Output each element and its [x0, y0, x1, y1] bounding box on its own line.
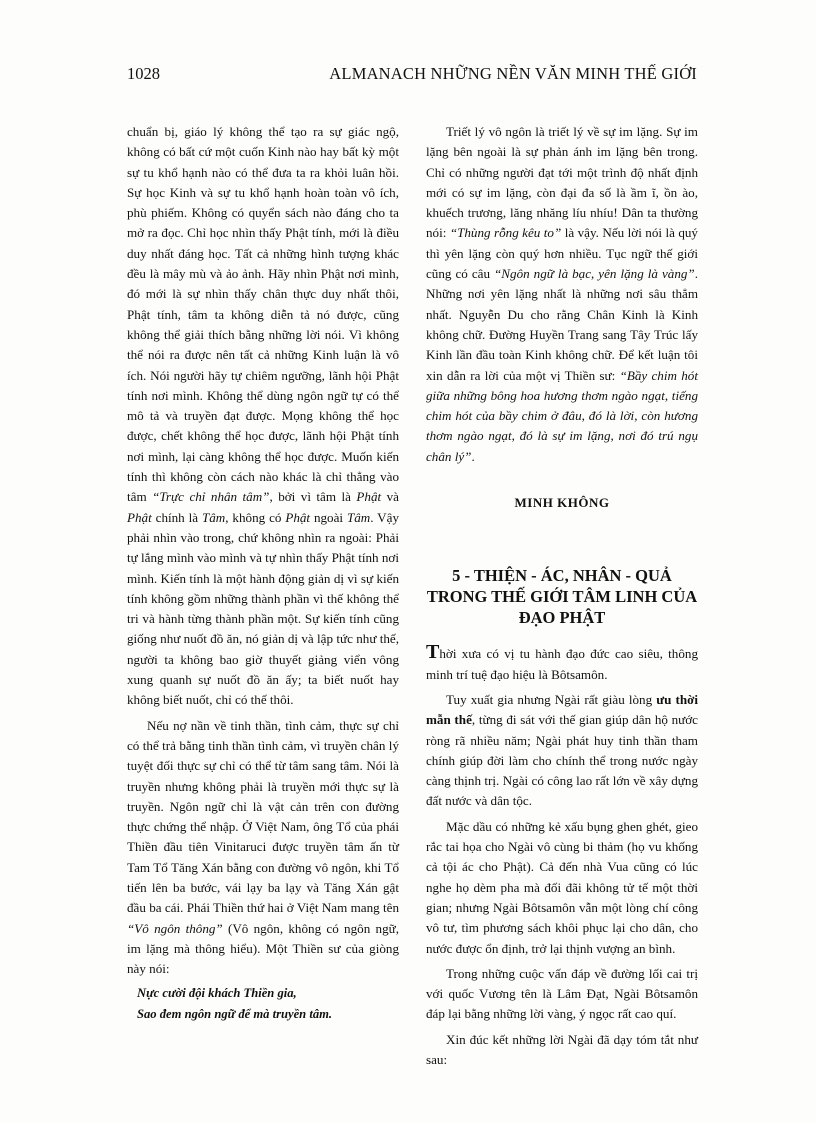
paragraph: Triết lý vô ngôn là triết lý về sự im lặng. Sự im lặng bên ngoài là sự phản ánh im lặng bên trong. Chỉ có những người đạt tới một trình độ nhất định mới có sự im lặng, còn đại đa số là ầm ĩ, ồn ào, khuếch trương, lăng nhăng líu nhíu! Dân ta thường nói: “Thùng rỗng kêu to” là vậy. Nếu lời nói là quý thì yên lặng còn quý hơn nhiều. Tục ngữ thế giới cũng có câu “Ngôn ngữ là bạc, yên lặng là vàng”. Những nơi yên lặng nhất là những nơi sâu thẳm nhất. Nguyễn Du cho rằng Chân Kinh là Kinh không chữ. Đường Huyền Trang sang Tây Trúc lấy Kinh lần đầu toàn Kinh không chữ. Để kết luận tôi xin dẫn ra lời của một vị Thiền sư: “Bầy chim hót giữa những bông hoa hương thơm ngào ngạt, tiếng chim hót của bầy chim ở đâu, đó là lời, còn hương thơm ngào ngạt, đó là sự im lặng, nơi đó trú ngụ chân lý”. — [426, 124, 698, 464]
paragraph: chuẩn bị, giáo lý không thể tạo ra sự giác ngộ, không có bất cứ một cuốn Kinh nào hay bất kỳ một sự tu khổ hạnh nào có thể đưa ta ra khỏi luân hồi. Sự học Kinh và sự tu khổ hạnh hoàn toàn vô ích, phù phiếm. Không có quyển sách nào đáng cho ta mở ra đọc. Chỉ học nhìn thấy Phật tính, mới là điều duy nhất đáng học. Tất cả những hình tượng khác đều là mây mù và ảo ảnh. Hãy nhìn Phật nơi mình, đó mới là sự nhìn thấy chân thực duy nhất thôi, Phật tính, tâm ta không diễn tả nó được, cũng không thể giải thích bằng những lời nói. Vì không thể nói ra được nên tất cả những Kinh luận là vô ích. Nói người hãy tự chiêm ngưỡng, lãnh hội Phật tính nơi mình. Không thể dùng ngôn ngữ tự có thể mô tả và truyền đạt được. Mọng không thể học được, chết không thể học được, lãnh hội Phật tính nơi mình, lại càng không thể học được. Muốn kiến tính thì không còn cách nào khác là chỉ thẳng vào tâm “Trực chỉ nhân tâm”, bởi vì tâm là Phật và Phật chính là Tâm, không có Phật ngoài Tâm. Vậy phải nhìn vào trong, chứ không nhìn ra ngoài: Phải tự lắng mình vào mình và tự nhìn thấy Phật tính nơi mình. Kiến tính là một hành động giản dị vì sự kiến tính không gồm những thành phần vì thế không thể tri và hành từng thành phần một. Sự kiến tính cũng giống như nuốt đồ ăn, nó giản dị và lập tức như thế, người ta không bao giờ thuyết giảng viển vông xung quanh sự nuốt đồ ăn ấy; ta biết nuốt hay không biết nuốt, chỉ có thế thôi. — [127, 124, 399, 708]
left-column — [127, 122, 399, 1025]
poem-line: Sao đem ngôn ngữ để mà truyền tâm. — [137, 1007, 333, 1022]
section-title: 5 - THIỆN - ÁC, NHÂN - QUẢ TRONG THẾ GIỚI TÂM LINH CỦA ĐẠO PHẬT — [426, 566, 698, 628]
paragraph: Xin đúc kết những lời Ngài đã dạy tóm tắt như sau: — [426, 1031, 698, 1067]
poem-quote — [127, 983, 399, 1025]
author-signature: MINH KHÔNG — [514, 495, 610, 511]
paragraph: Thời xưa có vị tu hành đạo đức cao siêu, thông minh trí tuệ đạo hiệu là Bôtsamôn. — [426, 641, 698, 682]
paragraph: Mặc dầu có những kẻ xấu bụng ghen ghét, gieo rắc tai họa cho Ngài vô cùng bi thảm (họ vu khống cả tội ác cho Phật). Cả đến nhà Vua cũng có lúc nghe họ dèm pha mà đối đãi không tử tế một thời gian; nhưng Ngài Bôtsamôn vẫn một lòng chí công vô tư, tìm phương sách khôi phục lại cho dân, cho nước được ổn định, trở lại thịnh vượng an bình. — [426, 818, 698, 956]
page-header — [127, 64, 697, 88]
running-title: ALMANACH NHỮNG NỀN VĂN MINH THẾ GIỚI — [329, 64, 697, 83]
paragraph: Trong những cuộc vấn đáp về đường lối cai trị với quốc Vương tên là Lâm Đạt, Ngài Bôtsamôn đáp lại bằng những lời vàng, ý ngọc rất cao quí. — [426, 965, 698, 1022]
right-column — [426, 122, 698, 1070]
poem-line: Nực cười đội khách Thiền gia, — [137, 986, 297, 1001]
paragraph: Nếu nợ nần về tinh thần, tình cảm, thực sự chỉ có thể trả bằng tinh thần tình cảm, vì truyền chân lý tuyệt đối thực sự chỉ có thể từ tâm sang tâm. Nói là truyền nhưng không phải là truyền mới thực sự là truyền. Ngôn ngữ chỉ là vật cản trên con đường thực chứng thể nhập. Ở Việt Nam, ông Tổ của phái Thiền đầu tiên Vinitaruci được truyền tâm ấn từ Tam Tổ Tăng Xán bằng con đường vô ngôn, khi Tổ tiến lên ba bước, vái lạy ba lạy và Tăng Xán gật đầu ba cái. Phái Thiền thứ hai ở Việt Nam mang tên “Vô ngôn thông” (Vô ngôn, không có ngôn ngữ, im lặng mà thông hiểu). Một Thiền sư của giòng này nói: — [127, 717, 399, 977]
page-number: 1028 — [127, 64, 160, 83]
paragraph: Tuy xuất gia nhưng Ngài rất giàu lòng ưu thời mẫn thế, từng đi sát với thế gian giúp dân hộ nước ròng rã nhiều năm; Ngài phát huy tinh thần tham chính giúp đời làm cho chính thể trong nước ngày càng thịnh trị. Ngài có công lao rất lớn về xây dựng đất nước và dân tộc. — [426, 691, 698, 809]
